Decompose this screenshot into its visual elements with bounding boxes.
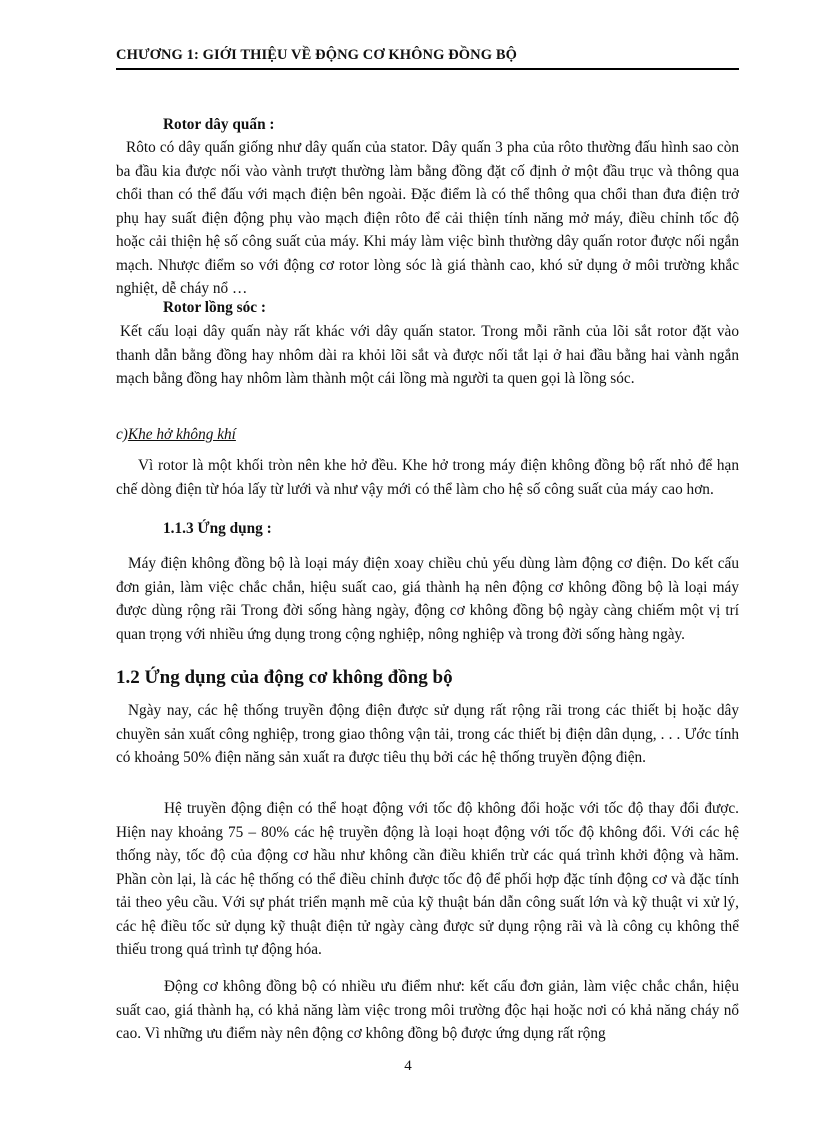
- heading-text: Khe hở không khí: [127, 426, 236, 443]
- paragraph-section-1-2-p2: Hệ truyền động điện có thể hoạt động với tốc độ không đổi hoặc với tốc độ thay đổi được. Hiện nay khoảng 75 – 80% các hệ truyền động là loại hoạt động với tốc độ không đổi. Với các hệ thống này, tốc độ của động cơ hầu như không cần điều khiển trừ các quá trình khởi động và hãm. Phần còn lại, là các hệ thống có thể điều chỉnh được tốc độ để phối hợp đặc tính động cơ và đặc tính tải theo yêu cầu. Với sự phát triển mạnh mẽ của kỹ thuật bán dẫn công suất lớn và kỹ thuật vi xử lý, các hệ điều tốc sử dụng kỹ thuật điện tử ngày càng được sử dụng rộng rãi và là công cụ không thể thiếu trong quá trình tự động hóa.: [116, 800, 739, 958]
- heading-rotor-long-soc: Rotor lồng sóc :: [163, 299, 266, 316]
- paragraph-rotor-day-quan: Rôto có dây quấn giống như dây quấn của stator. Dây quấn 3 pha của rôto thường đấu hình sao còn ba đầu kia được nối vào vành trượt thường làm bằng đồng đặt cố định ở một đầu trục và thông qua chổi than có thể đấu với mạch điện bên ngoài. Đặc điểm là có thể thông qua chổi than đưa điện trở phụ hay suất điện động phụ vào mạch điện rôto để cải thiện tính năng mở máy, điều chỉnh tốc độ hoặc cải thiện hệ số công suất của máy. Khi máy làm việc bình thường dây quấn rotor được nối ngắn mạch. Nhược điểm so với động cơ rotor lòng sóc là giá thành cao, khó sử dụng ở môi trường khắc nghiệt, dễ cháy nổ …: [116, 139, 739, 297]
- heading-khe-ho-khong-khi: [116, 426, 236, 444]
- page-header: CHƯƠNG 1: GIỚI THIỆU VỀ ĐỘNG CƠ KHÔNG ĐỒNG BỘ: [116, 47, 739, 70]
- heading-prefix: c): [116, 426, 128, 443]
- paragraph-ung-dung-113: Máy điện không đồng bộ là loại máy điện xoay chiều chủ yếu dùng làm động cơ điện. Do kết cấu đơn giản, làm việc chắc chắn, hiệu suất cao, giá thành hạ nên động cơ không đồng bộ là loại máy được dùng rộng rãi Trong đời sống hàng ngày, động cơ không đồng bộ ngày càng chiếm một vị trí quan trọng với nhiều ứng dụng trong cộng nghiệp, nông nghiệp và trong đời sống hàng ngày.: [116, 555, 739, 643]
- paragraph-section-1-2-p1: Ngày nay, các hệ thống truyền động điện được sử dụng rất rộng rãi trong các thiết bị hoặc dây chuyền sản xuất công nghiệp, trong giao thông vận tải, trong các thiết bị điện dân dụng, . . . Ước tính có khoảng 50% điện năng sản xuất ra được tiêu thụ bởi các hệ thống truyền động điện.: [116, 702, 739, 766]
- page-number: 4: [404, 1058, 412, 1074]
- heading-rotor-day-quan: Rotor dây quấn :: [163, 116, 275, 133]
- paragraph-khe-ho: Vì rotor là một khối tròn nên khe hở đều. Khe hở trong máy điện không đồng bộ rất nhỏ để hạn chế dòng điện từ hóa lấy từ lưới và như vậy mới có thể làm cho hệ số công suất của máy cao hơn.: [116, 457, 739, 498]
- paragraph-section-1-2-p3: Động cơ không đồng bộ có nhiều ưu điểm như: kết cấu đơn giản, làm việc chắc chắn, hiệu suất cao, giá thành hạ, có khả năng làm việc trong môi trường độc hại hoặc nơi có khả năng cháy nổ cao. Vì những ưu điểm này nên động cơ không đồng bộ được ứng dụng rất rộng: [116, 978, 739, 1042]
- heading-section-1-2: 1.2 Ứng dụng của động cơ không đồng bộ: [116, 667, 453, 688]
- heading-ung-dung-113: 1.1.3 Ứng dụng :: [163, 520, 272, 537]
- paragraph-rotor-long-soc: Kết cấu loại dây quấn này rất khác với dây quấn stator. Trong mỗi rãnh của lõi sắt rotor đặt vào thanh dẫn bằng đồng hay nhôm dài ra khỏi lõi sắt và được nối tắt lại ở hai đầu bằng hai vành ngắn mạch bằng đồng hay nhôm làm thành một cái lồng mà người ta quen gọi là lồng sóc.: [116, 323, 739, 387]
